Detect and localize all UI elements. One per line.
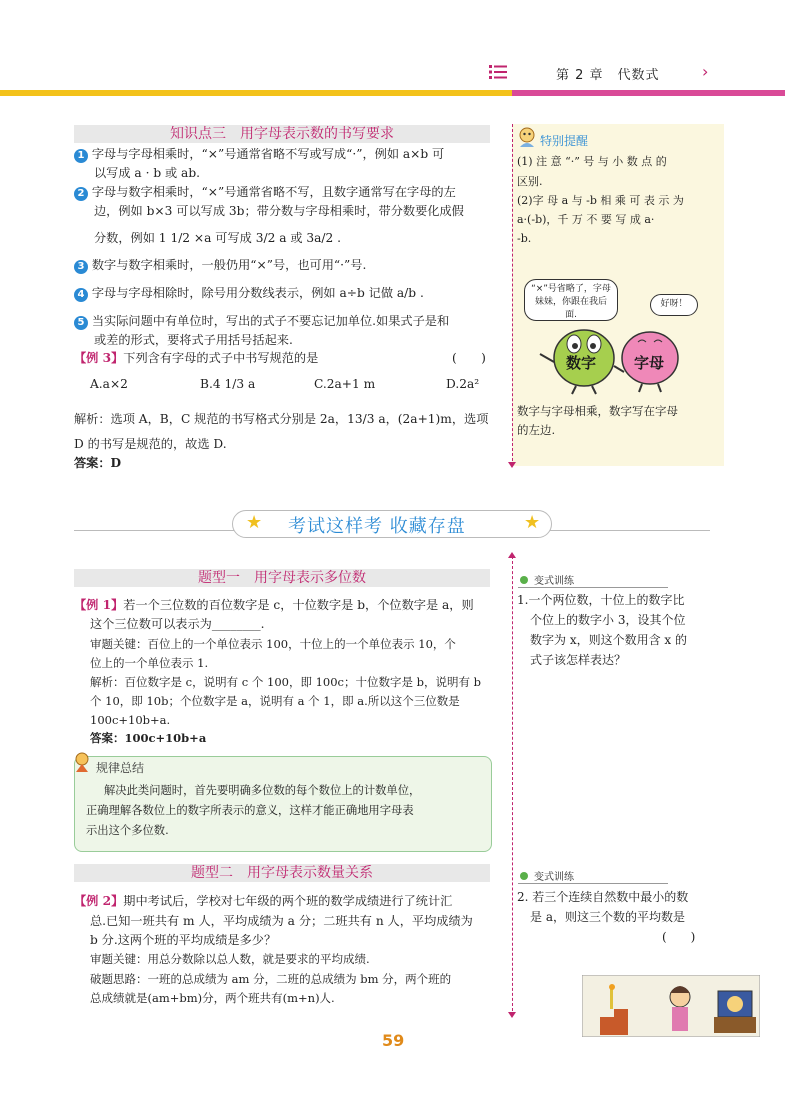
option-b: B.4 1/3 a (200, 377, 256, 391)
header-rule-pink (512, 90, 785, 96)
variant1-line3: 数字为 x，则这个数用含 x 的 (530, 633, 687, 647)
example2-question-cont2: b 分.这两个班的平均成绩是多少？ (90, 933, 277, 947)
ball-label-number: 数字 (566, 354, 597, 372)
page-number: 59 (382, 1031, 405, 1050)
option-a: A.a×2 (90, 377, 128, 391)
num-badge-2: 2 (74, 187, 88, 201)
example1-solution-cont: 个 10，即 10b；个位数字是 a，说明有 a 个 1，即 a.所以这个三位数是 (90, 694, 460, 708)
variant2-tag-rule (518, 883, 668, 884)
variant1-tag-rule (518, 587, 668, 588)
variant1-line1: 1.一个两位数，十位上的数字比 (517, 593, 685, 607)
study-room-illustration (582, 975, 760, 1037)
example3-solution-cont: D 的书写是规范的，故选 D. (74, 437, 227, 451)
speech-bubble-letter: 好呀！ (650, 294, 698, 316)
tip-line2: 区别. (517, 175, 543, 188)
num-badge-5: 5 (74, 316, 88, 330)
k3-item2-cont: 边，例如 b×3 可以写成 3b；带分数与字母相乘时，带分数要化成假 (94, 204, 464, 218)
pencil-character-icon (70, 750, 94, 774)
tip-line4: a·(-b)，千 万 不 要 写 成 a· (517, 213, 655, 226)
example1-question-cont: 这个三位数可以表示为________. (90, 617, 265, 631)
sidebar-end-marker (508, 462, 516, 468)
example1-answer: 答案：100c+10b+a (90, 731, 207, 745)
rule-summary-title: 规律总结 (96, 761, 145, 775)
k3-heading: 知识点三 用字母表示数的书写要求 (74, 125, 490, 143)
star-icon-left: ★ (246, 512, 263, 533)
sidebar-end-marker-2 (508, 1012, 516, 1018)
example2-key: 审题关键：用总分数除以总人数，就是要求的平均成绩. (90, 952, 370, 966)
variant1-line4: 式子该怎样表达？ (530, 653, 627, 667)
star-icon-right: ★ (524, 512, 541, 533)
variant2-line1: 2. 若三个连续自然数中最小的数 (517, 890, 689, 904)
variant1-tag: 变式训练 (534, 576, 574, 587)
tip-line5: -b. (517, 232, 532, 245)
example3-answer-paren: ( ) (452, 351, 486, 365)
chapter-title: 第 2 章 代数式 (556, 68, 660, 83)
banner-title: 考试这样考 收藏存盘 (288, 516, 466, 537)
example2-idea-cont: 总成绩就是(am+bm)分，两个班共有(m+n)人. (90, 991, 335, 1005)
tip-line1: (1) 注 意 “·” 号 与 小 数 点 的 (517, 155, 667, 168)
example1-solution: 解析：百位数字是 c，说明有 c 个 100，即 100c；十位数字是 b，说明有 b (90, 675, 482, 689)
header-rule-yellow (0, 90, 512, 96)
num-badge-4: 4 (74, 288, 88, 302)
tip-caption1: 数字与字母相乘，数字写在字母 (517, 404, 678, 418)
example1-question: 【例 1】若一个三位数的百位数字是 c，十位数字是 b，个位数字是 a，则 (74, 598, 474, 612)
tip-title: 特别提醒 (540, 134, 589, 148)
variant2-line2: 是 a，则这三个数的平均数是 (530, 910, 685, 924)
type1-heading: 题型一 用字母表示多位数 (74, 569, 490, 587)
k3-item2-cont2: 分数，例如 1 1/2 ×a 可写成 3/2 a 或 3a/2 . (94, 231, 342, 245)
k3-item4: 4 字母与字母相除时，除号用分数线表示，例如 a÷b 记做 a/b . (74, 283, 424, 304)
example1-key-cont: 位上的一个单位表示 1. (90, 656, 209, 670)
leaf-icon-2 (518, 870, 530, 882)
variant1-line2: 个位上的数字小 3，设其个位 (530, 613, 686, 627)
example1-solution-cont2: 100c+10b+a. (90, 713, 171, 727)
k3-item2: 2 字母与数字相乘时，“×”号通常省略不写，且数字通常写在字母的左 (74, 182, 456, 203)
rule-summary-line3: 示出这个多位数. (86, 824, 169, 837)
rule-summary-line1: 解决此类问题时，首先要明确多位数的每个数位上的计数单位， (104, 784, 421, 797)
speech-bubble-number: “×”号省略了，字母妹妹，你跟在我后面. (524, 279, 618, 321)
k3-item5-cont: 或差的形式，要将式子用括号括起来. (94, 333, 293, 347)
k3-item1: 1 字母与字母相乘时，“×”号通常省略不写或写成“·”，例如 a×b 可 (74, 144, 444, 165)
example2-idea: 破题思路：一班的总成绩为 am 分，二班的总成绩为 bm 分，两个班的 (90, 972, 452, 986)
example3-answer: 答案：D (74, 456, 122, 470)
type2-heading: 题型二 用字母表示数量关系 (74, 864, 490, 882)
k3-item5: 5 当实际问题中有单位时，写出的式子不要忘记加单位.如果式子是和 (74, 311, 449, 332)
example3-solution: 解析：选项 A，B，C 规范的书写格式分别是 2a，13/3 a，(2a+1)m，选项 (74, 412, 489, 426)
variant2-answer-paren: ( ) (662, 930, 696, 944)
example1-key: 审题关键：百位上的一个单位表示 100，十位上的一个单位表示 10，个 (90, 637, 456, 651)
num-badge-1: 1 (74, 149, 88, 163)
k3-item3: 3 数字与数字相乘时，一般仍用“×”号，也可用“·”号. (74, 255, 366, 276)
character-icon (516, 126, 538, 148)
rule-summary-line2: 正确理解各数位上的数字所表示的意义，这样才能正确地用字母表 (86, 804, 414, 817)
menu-icon[interactable] (489, 64, 507, 80)
next-chevron-icon[interactable]: › (702, 62, 709, 81)
example2-question-cont: 总.已知一班共有 m 人，平均成绩为 a 分；二班共有 n 人，平均成绩为 (90, 914, 473, 928)
num-badge-3: 3 (74, 260, 88, 274)
ball-label-letter: 字母 (634, 354, 665, 372)
number-letter-cartoon (536, 316, 696, 396)
example3-question: 【例 3】下列含有字母的式子中书写规范的是 (74, 351, 319, 365)
k3-item1-cont: 以写成 a · b 或 ab. (94, 166, 201, 180)
tip-line3: (2)字 母 a 与 -b 相 乘 可 表 示 为 (517, 194, 684, 207)
option-c: C.2a+1 m (314, 377, 376, 391)
leaf-icon (518, 574, 530, 586)
example2-question: 【例 2】期中考试后，学校对七年级的两个班的数学成绩进行了统计汇 (74, 894, 453, 908)
sidebar-start-marker (508, 552, 516, 558)
variant2-tag: 变式训练 (534, 872, 574, 883)
option-d: D.2a² (446, 377, 480, 391)
variant-sidebar-rule (512, 556, 513, 1016)
tip-caption2: 的左边. (517, 423, 556, 437)
